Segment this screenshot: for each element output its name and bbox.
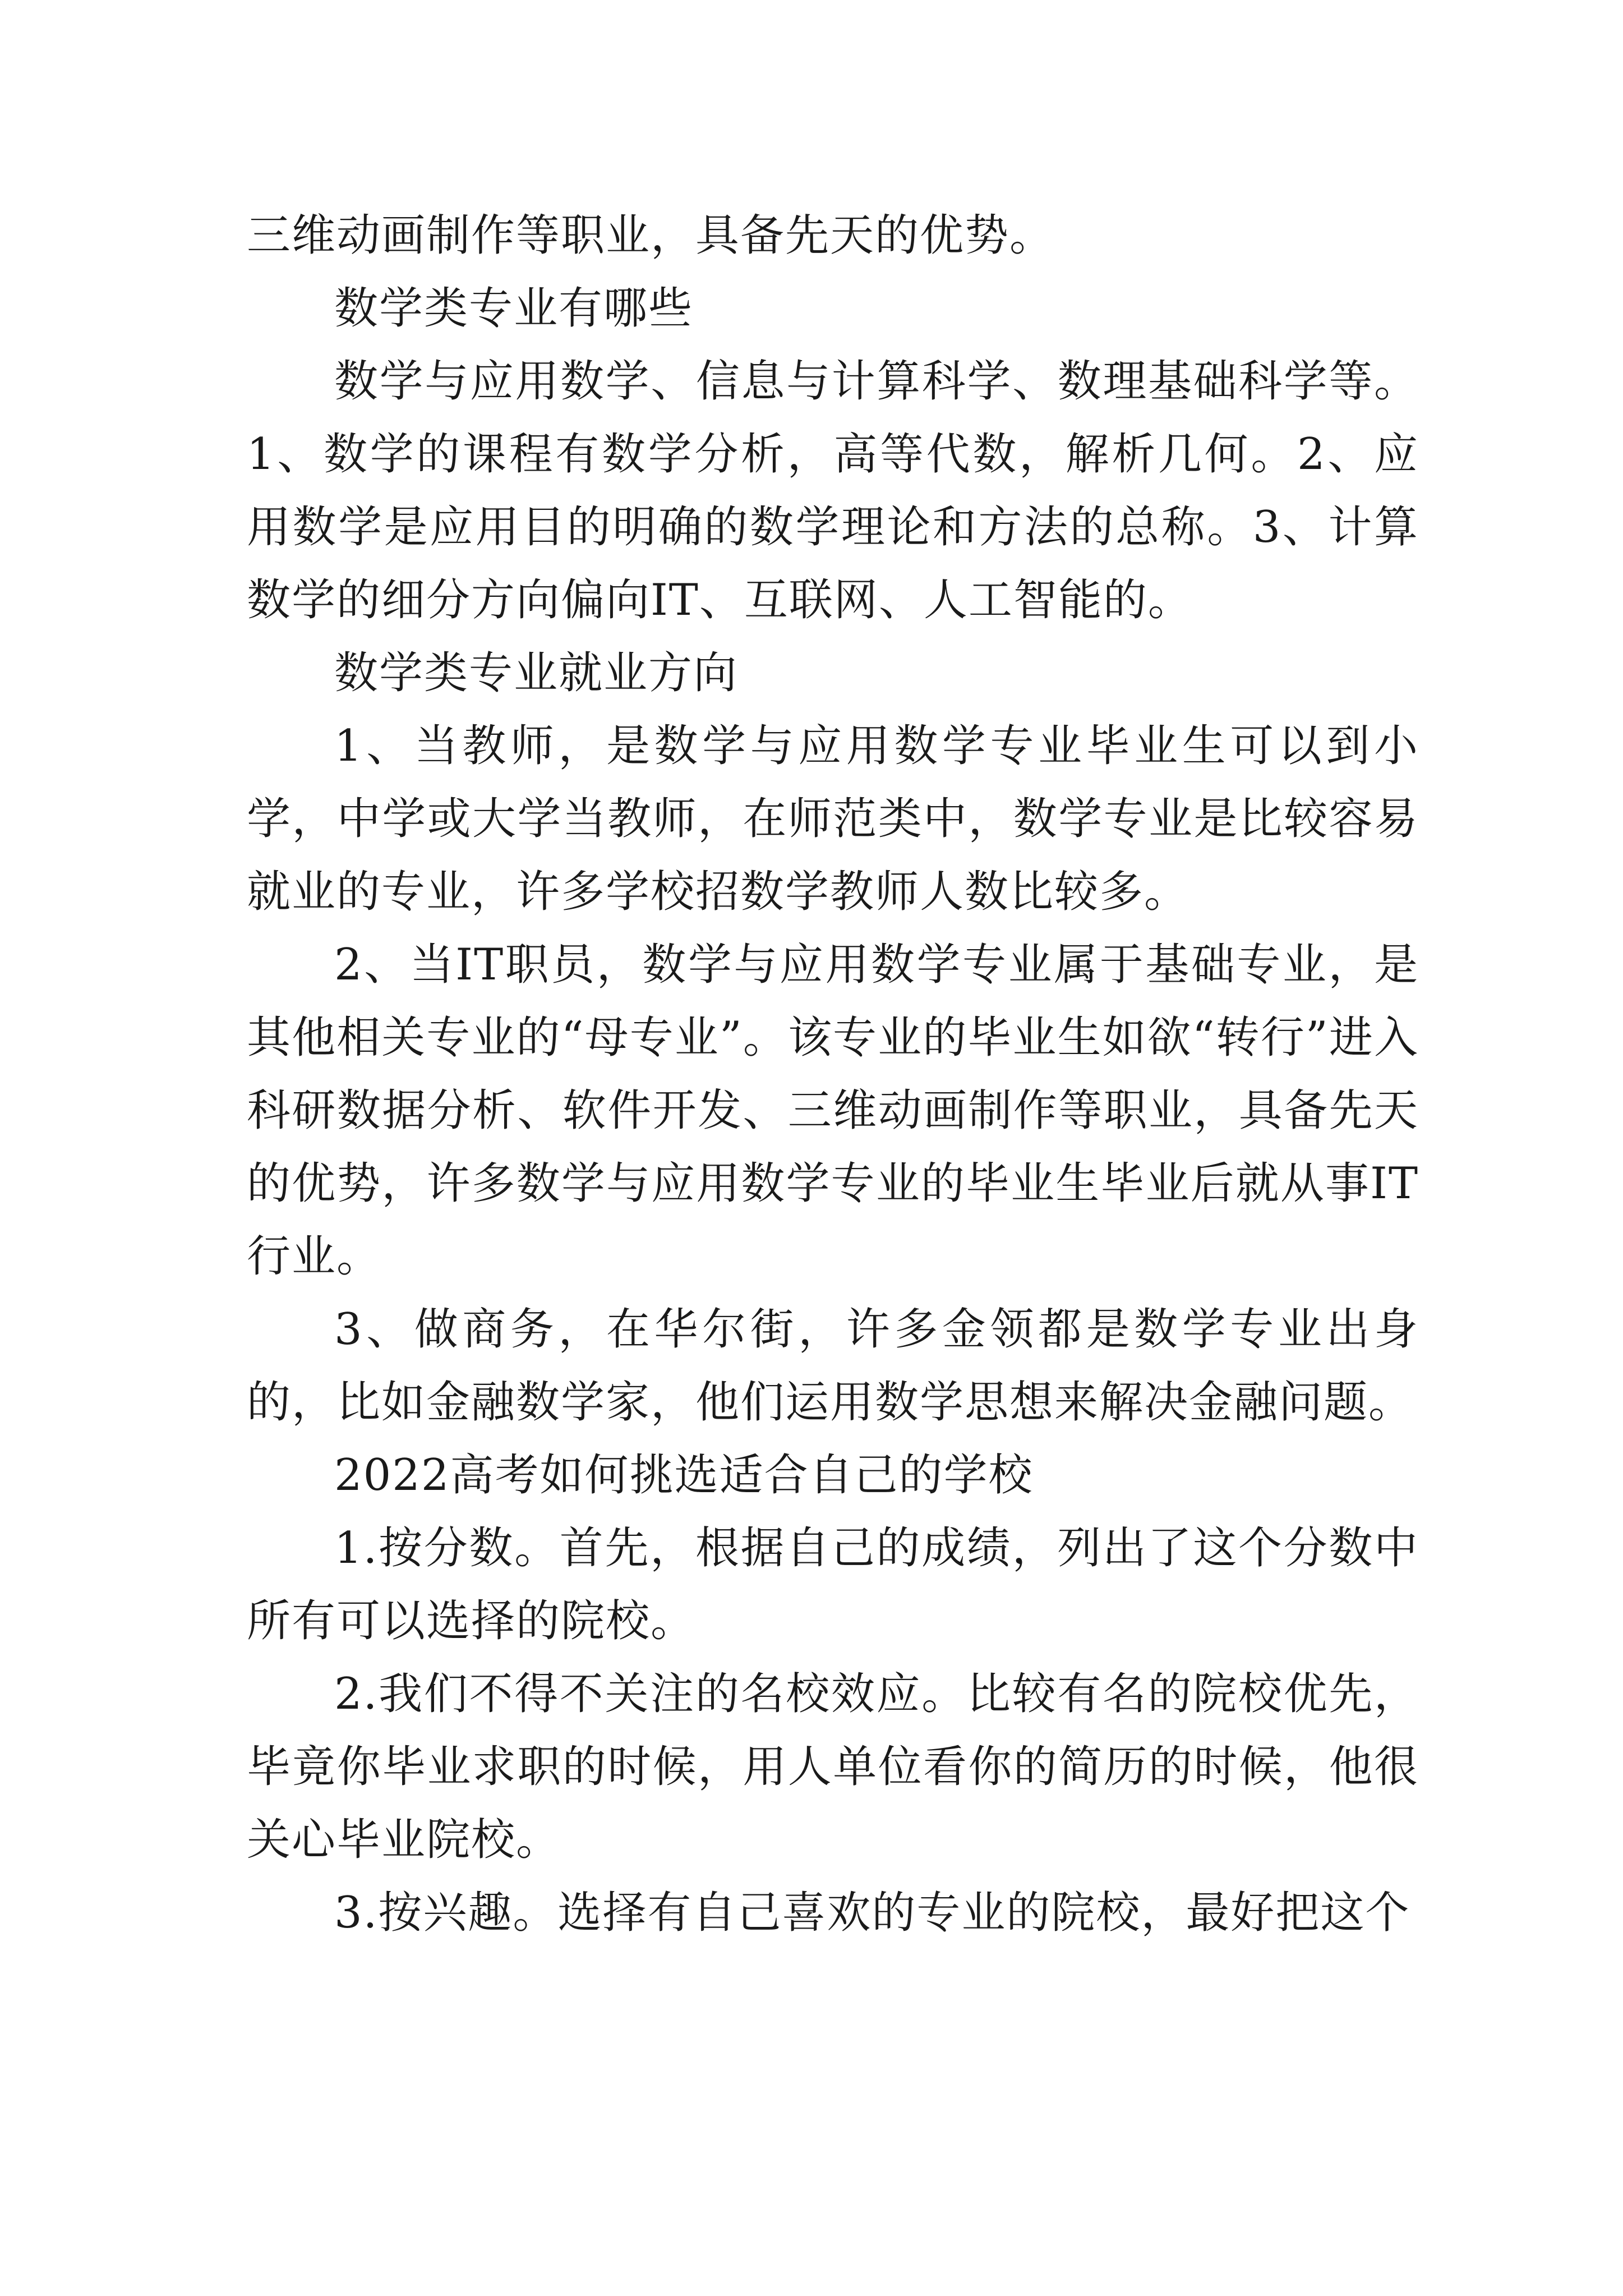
- paragraph-employment-business: 3、做商务，在华尔街，许多金领都是数学专业出身的，比如金融数学家，他们运用数学思想来解决金融问题。: [247, 1304, 1419, 1428]
- paragraph-employment-it: 2、当IT职员，数学与应用数学专业属于基础专业，是其他相关专业的“母专业”。该专业的毕业生如欲“转行”进入科研数据分析、软件开发、三维动画制作等职业，具备先天的优势，许多数学与应用数学专业的毕业生毕业后就从事IT行业。: [247, 940, 1419, 1282]
- paragraph-choose-by-interest: 3.按兴趣。选择有自己喜欢的专业的院校，最好把这个: [334, 1888, 1410, 1938]
- paragraph-choose-by-reputation: 2.我们不得不关注的名校效应。比较有名的院校优先，毕竟你毕业求职的时候，用人单位看你的简历的时候，他很关心毕业院校。: [247, 1669, 1419, 1865]
- paragraph-employment-teacher: 1、当教师，是数学与应用数学专业毕业生可以到小学，中学或大学当教师，在师范类中，数学专业是比较容易就业的专业，许多学校招数学教师人数比较多。: [247, 721, 1419, 917]
- paragraph-math-majors-list: 数学与应用数学、信息与计算科学、数理基础科学等。1、数学的课程有数学分析，高等代数，解析几何。2、应用数学是应用目的明确的数学理论和方法的总称。3、计算数学的细分方向偏向IT、互联网、人工智能的。: [247, 356, 1419, 625]
- paragraph-continuation: 三维动画制作等职业，具备先天的优势。: [247, 210, 1055, 261]
- section-heading-employment: 数学类专业就业方向: [334, 648, 739, 698]
- section-heading-math-majors: 数学类专业有哪些: [334, 283, 694, 334]
- paragraph-choose-by-score: 1.按分数。首先，根据自己的成绩，列出了这个分数中所有可以选择的院校。: [247, 1523, 1419, 1646]
- document-body: [247, 199, 1419, 1949]
- section-heading-choose-school: 2022高考如何挑选适合自己的学校: [334, 1450, 1034, 1501]
